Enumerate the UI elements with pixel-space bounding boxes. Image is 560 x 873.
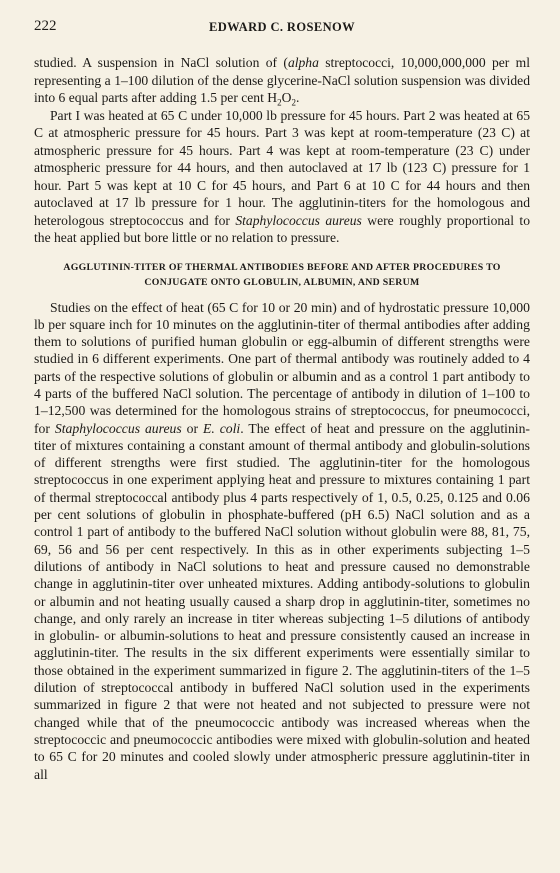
paragraph-studies xyxy=(34,299,530,783)
text-run: . The effect of heat and pressure on the agglutinin-titer of mixtures containing a constant amount of thermal antibody and globulin-solutions of different strengths were first studied. The agglutinin-titer for the homologous streptococcus in one experiment applying heat and pressure to mixtures containing 1 part of thermal streptococcal antibody plus 4 parts respectively of 1, 0.5, 0.25, 0.125 and 0.06 per cent solutions of globulin in phosphate-buffered (pH 6.5) NaCl solution and as a control 1 part of antibody to the buffered NaCl solution without globulin were 88, 81, 75, 69, 56 and 56 per cent respectively. In this as in other experiments subjecting 1–5 dilutions of antibody in NaCl solutions to heat and pressure caused no demonstrable change in agglutinin-titer over unheated mixtures. Adding antibody-solutions to globulin or albumin and not heating usually caused a sharp drop in agglutinin-titer, sometimes no change, and only rarely an increase in titer whereas subjecting 1–5 dilutions of antibody in globulin- or albumin-solutions to heat and pressure consistently caused an increase in agglutinin-titer. The results in the six different experiments were essentially similar to those obtained in the experiment summarized in figure 2. The agglutinin-titers of the 1–5 dilution of streptococcal antibody in buffered NaCl solution used in the experiments summarized in figure 2 that were not heated and not subjected to pressure were not changed while that of the pneumococcic antibody was increased whereas when the streptococcic and pneumococcic antibodies were mixed with globulin-solution and heated to 65 C for 20 minutes and cooled slowly under atmospheric pressure agglutinin-titer in all xyxy=(34,420,530,782)
subscript: 2 xyxy=(291,97,296,108)
page-header xyxy=(34,18,530,40)
paragraph-continued xyxy=(34,54,530,107)
text-run: were roughly proportional to the heat applied but bore little or no relation to pressure. xyxy=(34,212,530,245)
running-head: EDWARD C. ROSENOW xyxy=(208,20,356,34)
italic-term: Staphylococcus aureus xyxy=(54,420,182,436)
section-heading-line: CONJUGATE ONTO GLOBULIN, ALBUMIN, AND SERUM xyxy=(144,276,420,288)
italic-term: E. coli xyxy=(202,420,241,436)
paragraph-parts xyxy=(34,107,530,247)
page-body xyxy=(34,54,530,783)
text-run: Part I was heated at 65 C under 10,000 lb pressure for 45 hours. Part 2 was heated at 65 C at atmospheric pressure for 45 hours. Part 3 was kept at room-temperature (23 C) at atmospheric pressure for 45 hours. Part 4 was kept at room-temperature (23 C) under atmospheric pressure for 44 hours, and then autoclaved at 17 lb (123 C) pressure for 1 hour. Part 5 was kept at 10 C for 45 hours, and Part 6 at 10 C for 44 hours and then autoclaved at 17 lb pressure for 1 hour. The agglutinin-titers for the homologous and heterologous streptococcus and for xyxy=(34,107,530,228)
page-number: 222 xyxy=(34,18,57,34)
section-heading xyxy=(34,260,530,290)
italic-term: alpha xyxy=(287,55,319,70)
italic-term: Staphylococcus aureus xyxy=(235,212,362,228)
text-run: or xyxy=(181,420,203,436)
subscript: 2 xyxy=(277,97,282,108)
text-run: Studies on the effect of heat (65 C for 10 or 20 min) and of hydrostatic pressure 10,000 lb per square inch for 10 minutes on the agglutinin-titer of thermal antibodies after adding them to solutions of purified human globulin or egg-albumin of different strengths were studied in 6 different experiments. One part of thermal antibody was routinely added to 4 parts of the respective solutions of globulin or albumin and as a control 1 part antibody to 4 parts of the buffered NaCl solution. The percentage of antibody in dilution of 1–100 to 1–12,500 was determined for the homologous strains of streptococcus, for pneumococci, for xyxy=(34,299,530,436)
text-run: O xyxy=(281,90,292,105)
text-run: streptococci, 10,000,000,000 per ml representing a 1–100 dilution of the dense glycerine-NaCl solution suspension was divided into 6 equal parts after adding 1.5 per cent H xyxy=(34,55,530,105)
text-run: . xyxy=(295,90,300,105)
text-run: studied. A suspension in NaCl solution of ( xyxy=(34,55,288,70)
section-heading-line: AGGLUTININ-TITER OF THERMAL ANTIBODIES BEFORE AND AFTER PROCEDURES TO xyxy=(63,261,501,273)
